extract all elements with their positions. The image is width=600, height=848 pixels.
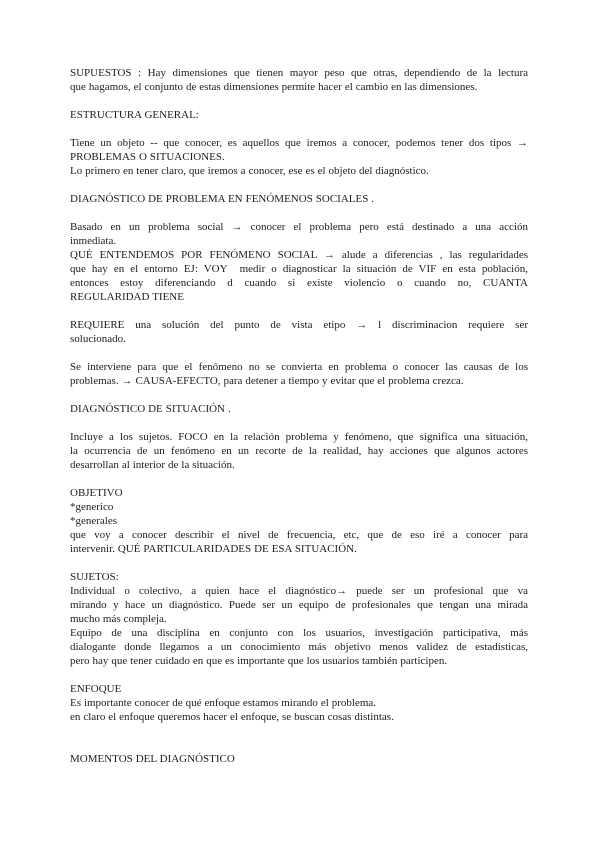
text-line: inmediata. — [70, 235, 117, 247]
text-line: la ocurrencia de un fenómeno en un recorte de la realidad, hay acciones que algunos actores — [70, 445, 528, 457]
paragraph — [70, 318, 528, 346]
paragraph — [70, 220, 528, 304]
paragraph — [70, 136, 528, 178]
text-line: solucionado. — [70, 333, 126, 345]
text-line: mirando y hace un diagnóstico. Puede ser un equipo de profesionales que tengan una mirada — [70, 599, 528, 611]
paragraph — [70, 108, 528, 122]
text-line: *generico — [70, 501, 114, 513]
text-line: intervenir. QUÉ PARTICULARIDADES DE ESA SITUACIÓN. — [70, 543, 357, 555]
paragraph — [70, 430, 528, 472]
text-line: mucho más compleja. — [70, 613, 167, 625]
paragraph — [70, 402, 528, 416]
text-line: Lo primero en tener claro, que iremos a conocer, ese es el objeto del diagnóstico. — [70, 165, 429, 177]
text-line: Individual o colectivo, a quien hace el diagnóstico→ puede ser un profesional que va — [70, 585, 528, 597]
text-line: DIAGNÓSTICO DE SITUACIÓN . — [70, 403, 231, 415]
text-line: QUÉ ENTENDEMOS POR FENÓMENO SOCIAL → alude a diferencias , las regularidades — [70, 249, 528, 261]
text-line: SUJETOS: — [70, 571, 119, 583]
paragraph — [70, 570, 528, 668]
text-line: en claro el enfoque queremos hacer el enfoque, se buscan cosas distintas. — [70, 711, 394, 723]
text-line: dialogante donde llegamos a un conocimiento más objetivo menos validez de estadísticas, — [70, 641, 528, 653]
paragraph — [70, 66, 528, 94]
text-line: Equipo de una disciplina en conjunto con los usuarios, investigación participativa, más — [70, 627, 528, 639]
text-line: entonces estoy diferenciando d cuando si existe violencio o cuando no, CUANTA — [70, 277, 528, 289]
text-line: que hay en el entorno EJ: VOY medir o diagnosticar la situación de VIF en esta población, — [70, 263, 528, 275]
paragraph — [70, 682, 528, 724]
text-line: que hagamos, el conjunto de estas dimensiones permite hacer el cambio en las dimensiones. — [70, 81, 478, 93]
text-line: Es importante conocer de qué enfoque estamos mirando el problema. — [70, 697, 377, 709]
text-line: Se interviene para que el fenómeno no se convierta en problema o conocer las causas de los — [70, 361, 528, 373]
text-line: desarrollan al interior de la situación. — [70, 459, 235, 471]
text-line: PROBLEMAS O SITUACIONES. — [70, 151, 225, 163]
text-line: Basado en un problema social → conocer el problema pero está destinado a una acción — [70, 221, 528, 233]
text-line: ENFOQUE — [70, 683, 122, 695]
text-line: OBJETIVO — [70, 487, 123, 499]
paragraph — [70, 752, 528, 766]
paragraph — [70, 360, 528, 388]
text-line: REQUIERE una solución del punto de vista etipo → l discriminacion requiere ser — [70, 319, 528, 331]
paragraph — [70, 486, 528, 556]
text-line: pero hay que tener cuidado en que es importante que los usuarios también participen. — [70, 655, 448, 667]
text-line: que voy a conocer describir el nivel de frecuencia, etc, que de eso iré a conocer para — [70, 529, 528, 541]
paragraph — [70, 192, 528, 206]
text-line: SUPUESTOS : Hay dimensiones que tienen mayor peso que otras, dependiendo de la lectura — [70, 67, 528, 79]
text-line: REGULARIDAD TIENE — [70, 291, 184, 303]
text-line: *generales — [70, 515, 118, 527]
text-line: DIAGNÓSTICO DE PROBLEMA EN FENÓMENOS SOCIALES . — [70, 193, 375, 205]
text-line: MOMENTOS DEL DIAGNÓSTICO — [70, 753, 235, 765]
text-line: Incluye a los sujetos. FOCO en la relación problema y fenómeno, que significa una situación, — [70, 431, 528, 443]
text-line: ESTRUCTURA GENERAL: — [70, 109, 199, 121]
text-line: Tiene un objeto -- que conocer, es aquellos que iremos a conocer, podemos tener dos tipos → — [70, 137, 528, 149]
document-content — [70, 66, 528, 766]
text-line: problemas. → CAUSA-EFECTO, para detener a tiempo y evitar que el problema crezca. — [70, 375, 464, 387]
